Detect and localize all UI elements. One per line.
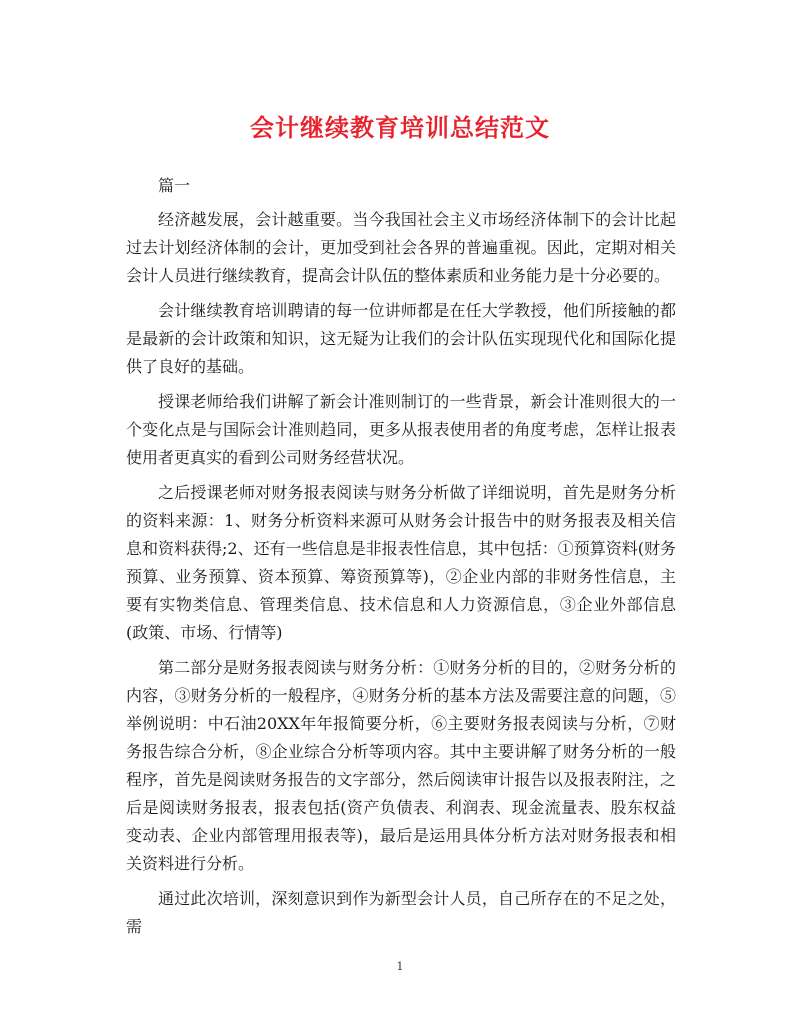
paragraph-5: 第二部分是财务报表阅读与财务分析：①财务分析的目的，②财务分析的内容，③财务分析的一般程序，④财务分析的基本方法及需要注意的问题，⑤举例说明：中石油20XX年年报简要分析，⑥主要财务报表阅读与分析，⑦财务报告综合分析，⑧企业综合分析等项内容。其中主要讲解了财务分析的一般程序，首先是阅读财务报告的文字部分，然后阅读审计报告以及报表附注，之后是阅读财务报表，报表包括(资产负债表、利润表、现金流量表、股东权益变动表、企业内部管理用报表等)，最后是运用具体分析方法对财务报表和相关资料进行分析。 [126,658,676,873]
paragraph-1: 经济越发展，会计越重要。当今我国社会主义市场经济体制下的会计比起过去计划经济体制的会计，更加受到社会各界的普遍重视。因此，定期对相关会计人员进行继续教育，提高会计队伍的整体素质和业务能力是十分必要的。 [126,210,676,285]
section-label: 篇一 [158,176,191,195]
paragraph-2: 会计继续教育培训聘请的每一位讲师都是在任大学教授，他们所接触的都是最新的会计政策和知识，这无疑为让我们的会计队伍实现现代化和国际化提供了良好的基础。 [126,301,676,376]
paragraph-3: 授课老师给我们讲解了新会计准则制订的一些背景，新会计准则很大的一个变化点是与国际会计准则趋同，更多从报表使用者的角度考虑，怎样让报表使用者更真实的看到公司财务经营状况。 [126,392,676,467]
paragraph-4: 之后授课老师对财务报表阅读与财务分析做了详细说明，首先是财务分析的资料来源：1、财务分析资料来源可从财务会计报告中的财务报表及相关信息和资料获得;2、还有一些信息是非报表性信息，其中包括：①预算资料(财务预算、业务预算、资本预算、筹资预算等)，②企业内部的非财务性信息，主要有实物类信息、管理类信息、技术信息和人力资源信息，③企业外部信息(政策、市场、行情等) [126,483,676,642]
document-body [126,172,676,948]
page-number: 1 [396,960,404,973]
paragraph-6: 通过此次培训，深刻意识到作为新型会计人员，自己所存在的不足之处，需 [126,889,676,936]
document-title: 会计继续教育培训总结范文 [250,113,550,142]
